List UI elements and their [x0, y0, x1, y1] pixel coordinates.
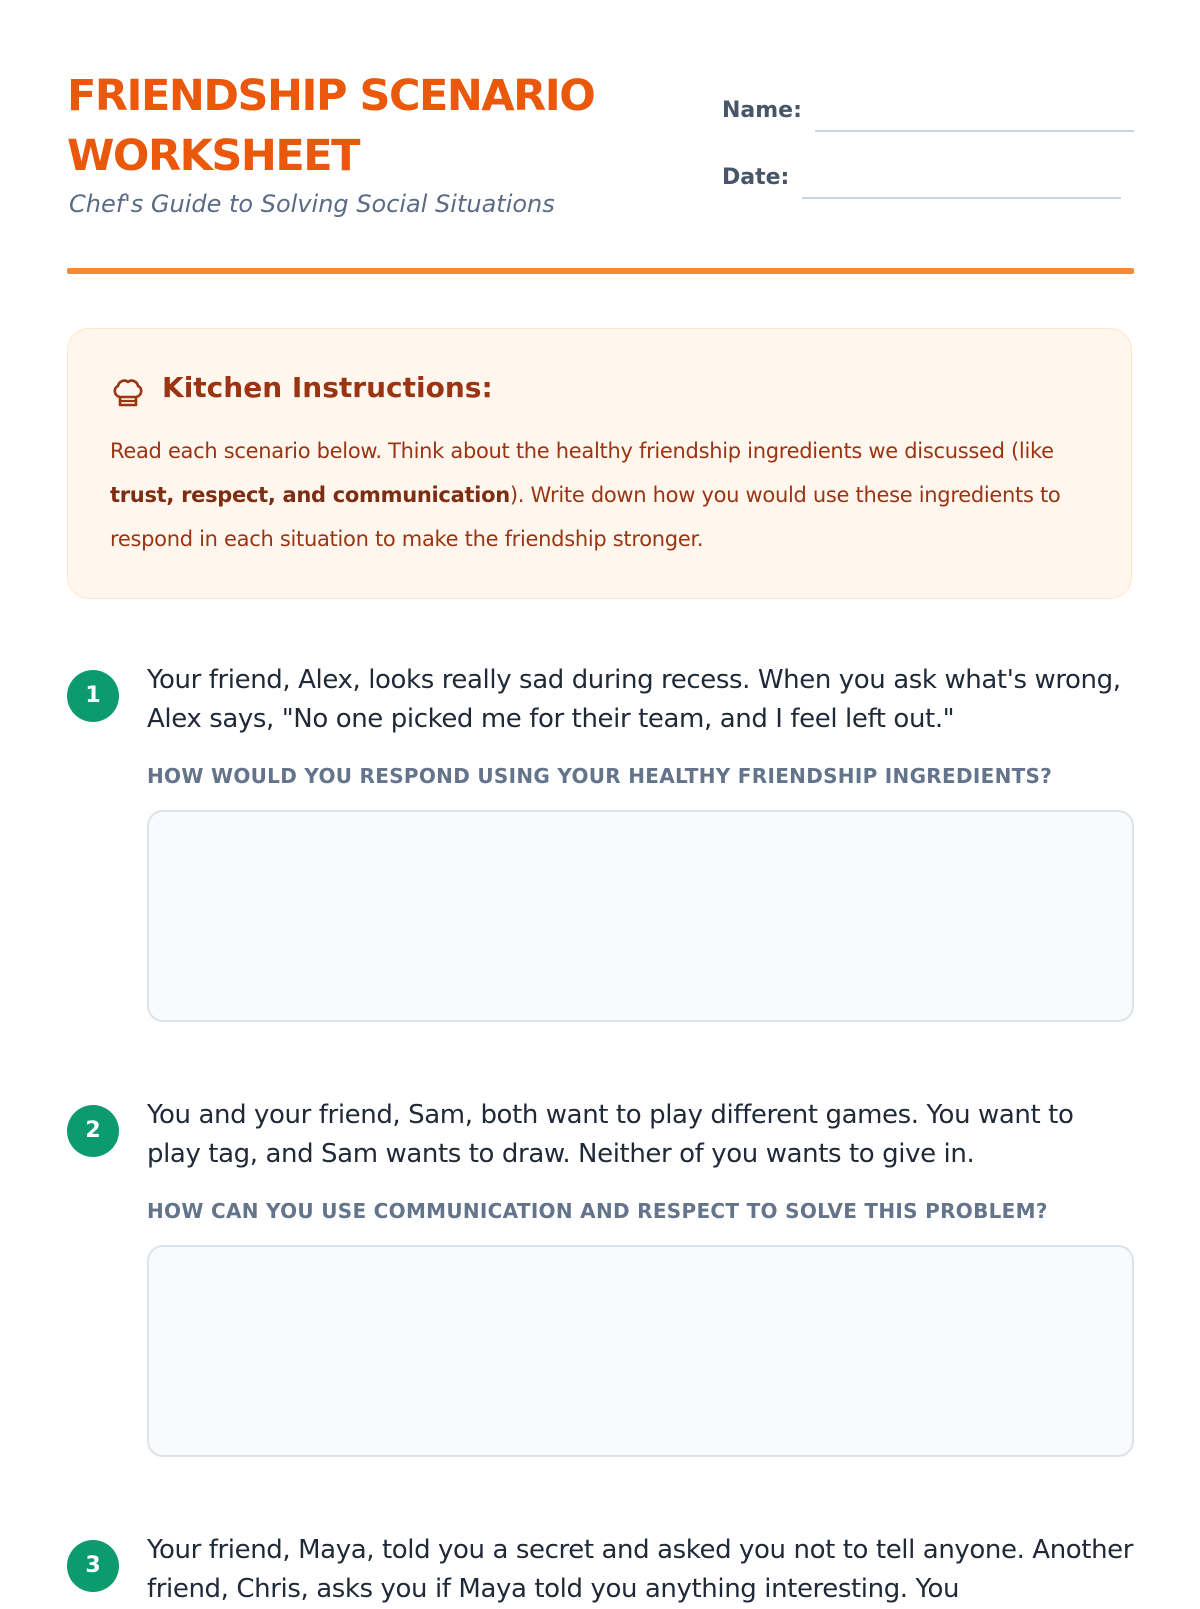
- instructions-box: [67, 328, 1132, 599]
- worksheet-page: [67, 0, 1134, 1604]
- answer-box[interactable]: [147, 810, 1134, 1022]
- name-field-line[interactable]: [815, 130, 1134, 132]
- name-label: Name:: [722, 98, 802, 123]
- scenario-number-badge: 2: [67, 1105, 119, 1157]
- scenario-text: Your friend, Maya, told you a secret and asked you not to tell anyone. Another friend, Chris, asks you if Maya told you anything interesting. You: [147, 1535, 1134, 1604]
- scenario-prompt: HOW WOULD YOU RESPOND USING YOUR HEALTHY FRIENDSHIP INGREDIENTS?: [147, 764, 1053, 788]
- date-field-line[interactable]: [802, 197, 1121, 199]
- worksheet-title: FRIENDSHIP SCENARIO WORKSHEET: [67, 71, 595, 181]
- scenario-prompt: HOW CAN YOU USE COMMUNICATION AND RESPECT TO SOLVE THIS PROBLEM?: [147, 1199, 1048, 1223]
- scenario-text: Your friend, Alex, looks really sad during recess. When you ask what's wrong, Alex says, "No one picked me for their team, and I feel left out.": [147, 665, 1121, 734]
- instructions-text-end: ). Write down how you would use these ingredients to respond in each situation to make the friendship stronger.: [110, 483, 1061, 551]
- worksheet-header: [67, 0, 1134, 275]
- scenario-number-badge: 1: [67, 670, 119, 722]
- scenario-number-badge: 3: [67, 1540, 119, 1592]
- instructions-text-start: Read each scenario below. Think about the healthy friendship ingredients we discussed (like: [110, 439, 1054, 463]
- instructions-key-ingredients: trust, respect, and communication: [110, 483, 510, 507]
- chef-hat-icon: [110, 375, 146, 411]
- worksheet-subtitle: Chef's Guide to Solving Social Situations: [69, 190, 555, 218]
- scenario-text: You and your friend, Sam, both want to play different games. You want to play tag, and Sam wants to draw. Neither of you wants to give in.: [147, 1100, 1074, 1169]
- date-label: Date:: [722, 165, 790, 190]
- header-divider: [67, 268, 1134, 274]
- answer-box[interactable]: [147, 1245, 1134, 1457]
- instructions-text: [110, 429, 1100, 561]
- instructions-title: Kitchen Instructions:: [162, 371, 493, 404]
